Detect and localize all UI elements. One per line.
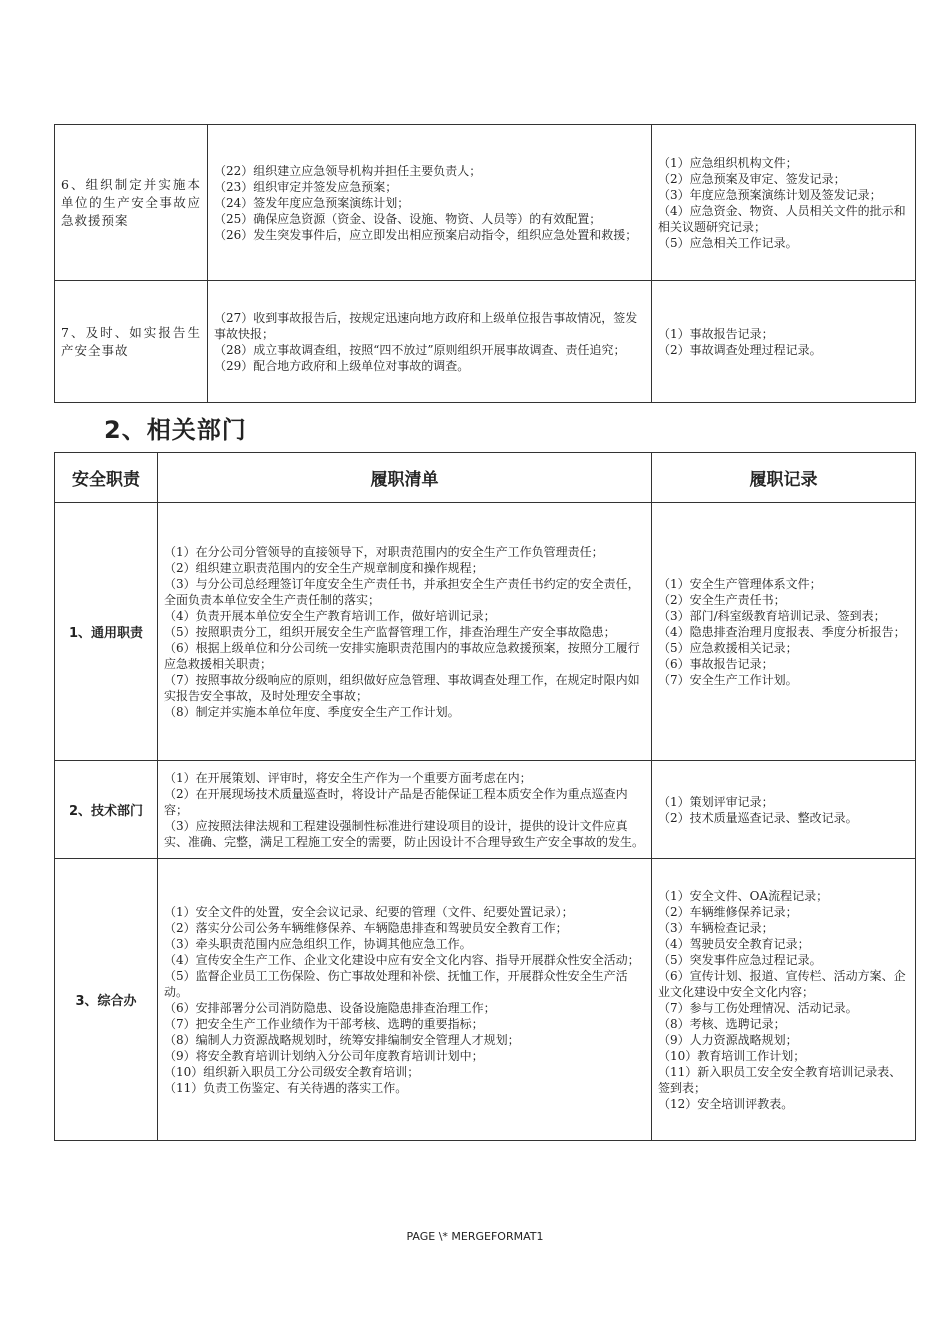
list-item: （8）制定并实施本单位年度、季度安全生产工作计划。 [164,704,460,719]
duty-items-cell [158,761,652,859]
record-item: （2）事故调查处理过程记录。 [658,342,822,357]
record-item: （12）安全培训评教表。 [658,1096,794,1111]
page-footer: PAGE \* MERGEFORMAT1 [406,1230,544,1243]
duty-cell: 1、通用职责 [55,503,158,761]
record-item: （11）新入职员工安全安全教育培训记录表、签到表； [658,1064,902,1095]
list-item: （1）安全文件的处置，安全会议记录、纪要的管理（文件、纪要处置记录）； [164,904,574,919]
list-item: （1）在分公司分管领导的直接领导下，对职责范围内的安全生产工作负管理责任； [164,544,604,559]
record-item: （1）事故报告记录； [658,326,774,341]
section-heading: 2、相关部门 [104,416,247,444]
records-cell [652,125,916,281]
record-item: （6）事故报告记录； [658,656,774,671]
list-item: （4）负责开展本单位安全生产教育培训工作，做好培训记录； [164,608,496,623]
record-item: （1）应急组织机构文件； [658,155,798,170]
list-item: （6）根据上级单位和分公司统一安排实施职责范围内的事故应急救援预案，按照分工履行应急救援相关职责； [164,640,640,671]
list-item: （2）在开展现场技术质量巡查时，将设计产品是否能保证工程本质安全作为重点巡查内容； [164,786,628,817]
column-header-items: 履职清单 [158,453,652,503]
list-item: （23）组织审定并签发应急预案； [214,179,398,194]
duty-items-cell [208,281,652,403]
list-item: （5）按照职责分工，组织开展安全生产监督管理工作，排查治理生产安全事故隐患； [164,624,616,639]
record-item: （1）安全文件、OA流程记录； [658,888,829,903]
list-item: （8）编制人力资源战略规划时，统筹安排编制安全管理人才规划； [164,1032,520,1047]
list-item: （6）安排部署分公司消防隐患、设备设施隐患排查治理工作； [164,1000,496,1015]
record-item: （7）安全生产工作计划。 [658,672,798,687]
record-item: （5）应急救援相关记录； [658,640,798,655]
duty-items-cell [158,859,652,1141]
duty-cell: 3、综合办 [55,859,158,1141]
list-item: （24）签发年度应急预案演练计划； [214,195,410,210]
record-item: （4）隐患排查治理月度报表、季度分析报告； [658,624,906,639]
record-item: （5）突发事件应急过程记录。 [658,952,822,967]
record-item: （5）应急相关工作记录。 [658,235,798,250]
list-item: （3）与分公司总经理签订年度安全生产责任书，并承担安全生产责任书约定的安全责任，全面负责本单位安全生产责任制的落实； [164,576,640,607]
record-item: （3）车辆检查记录； [658,920,774,935]
records-cell [652,761,916,859]
list-item: （11）负责工伤鉴定、有关待遇的落实工作。 [164,1080,408,1095]
list-item: （25）确保应急资源（资金、设备、设施、物资、人员等）的有效配置； [214,211,602,226]
record-item: （2）技术质量巡查记录、整改记录。 [658,810,858,825]
duty-items-cell [158,503,652,761]
record-item: （6）宣传计划、报道、宣传栏、活动方案、企业文化建设中安全文化内容； [658,968,906,999]
table-row [55,859,916,1141]
record-item: （10）教育培训工作计划； [658,1048,806,1063]
record-item: （4）应急资金、物资、人员相关文件的批示和相关议题研究记录； [658,203,906,234]
list-item: （5）监督企业员工工伤保险、伤亡事故处理和补偿、抚恤工作，开展群众性安全生产活动。 [164,968,628,999]
duty-items-cell [208,125,652,281]
table-row [55,761,916,859]
column-header-records: 履职记录 [652,453,916,503]
record-item: （3）部门/科室级教育培训记录、签到表； [658,608,886,623]
duty-cell: 7、及时、如实报告生产安全事故 [55,281,208,403]
list-item: （29）配合地方政府和上级单位对事故的调查。 [214,358,470,373]
record-item: （2）车辆维修保养记录； [658,904,798,919]
record-item: （7）参与工伤处理情况、活动记录。 [658,1000,858,1015]
list-item: （26）发生突发事件后，应立即发出相应预案启动指令，组织应急处置和救援； [214,227,638,242]
table-row [55,503,916,761]
record-item: （2）安全生产责任书； [658,592,786,607]
records-cell [652,281,916,403]
department-responsibility-table [54,452,916,1141]
list-item: （3）牵头职责范围内应急组织工作，协调其他应急工作。 [164,936,472,951]
records-cell [652,859,916,1141]
records-cell [652,503,916,761]
list-item: （2）组织建立职责范围内的安全生产规章制度和操作规程； [164,560,484,575]
list-item: （1）在开展策划、评审时，将安全生产作为一个重要方面考虑在内； [164,770,532,785]
list-item: （7）按照事故分级响应的原则，组织做好应急管理、事故调查处理工作，在规定时限内如实报告安全事故，及时处理安全事故； [164,672,640,703]
record-item: （1）安全生产管理体系文件； [658,576,822,591]
table-row [55,125,916,281]
list-item: （28）成立事故调查组，按照“四不放过”原则组织开展事故调查、责任追究； [214,342,626,357]
record-item: （9）人力资源战略规划； [658,1032,798,1047]
record-item: （3）年度应急预案演练计划及签发记录； [658,187,882,202]
list-item: （9）将安全教育培训计划纳入分公司年度教育培训计划中； [164,1048,484,1063]
record-item: （4）驾驶员安全教育记录； [658,936,810,951]
list-item: （3）应按照法律法规和工程建设强制性标准进行建设项目的设计，提供的设计文件应真实、准确、完整，满足工程施工安全的需要，防止因设计不合理导致生产安全事故的发生。 [164,818,645,849]
duty-cell: 6、组织制定并实施本单位的生产安全事故应急救援预案 [55,125,208,281]
table-row [55,281,916,403]
list-item: （4）宣传安全生产工作、企业文化建设中应有安全文化内容、指导开展群众性安全活动； [164,952,640,967]
record-item: （1）策划评审记录； [658,794,774,809]
list-item: （10）组织新入职员工分公司级安全教育培训； [164,1064,420,1079]
record-item: （2）应急预案及审定、签发记录； [658,171,846,186]
table-header-row [55,453,916,503]
column-header-duty: 安全职责 [55,453,158,503]
list-item: （22）组织建立应急领导机构并担任主要负责人； [214,163,482,178]
list-item: （7）把安全生产工作业绩作为干部考核、选聘的重要指标； [164,1016,484,1031]
record-item: （8）考核、选聘记录； [658,1016,786,1031]
list-item: （27）收到事故报告后，按规定迅速向地方政府和上级单位报告事故情况，签发事故快报； [214,310,638,341]
list-item: （2）落实分公司公务车辆维修保养、车辆隐患排查和驾驶员安全教育工作； [164,920,568,935]
duty-cell: 2、技术部门 [55,761,158,859]
responsibility-table-continued [54,124,916,403]
